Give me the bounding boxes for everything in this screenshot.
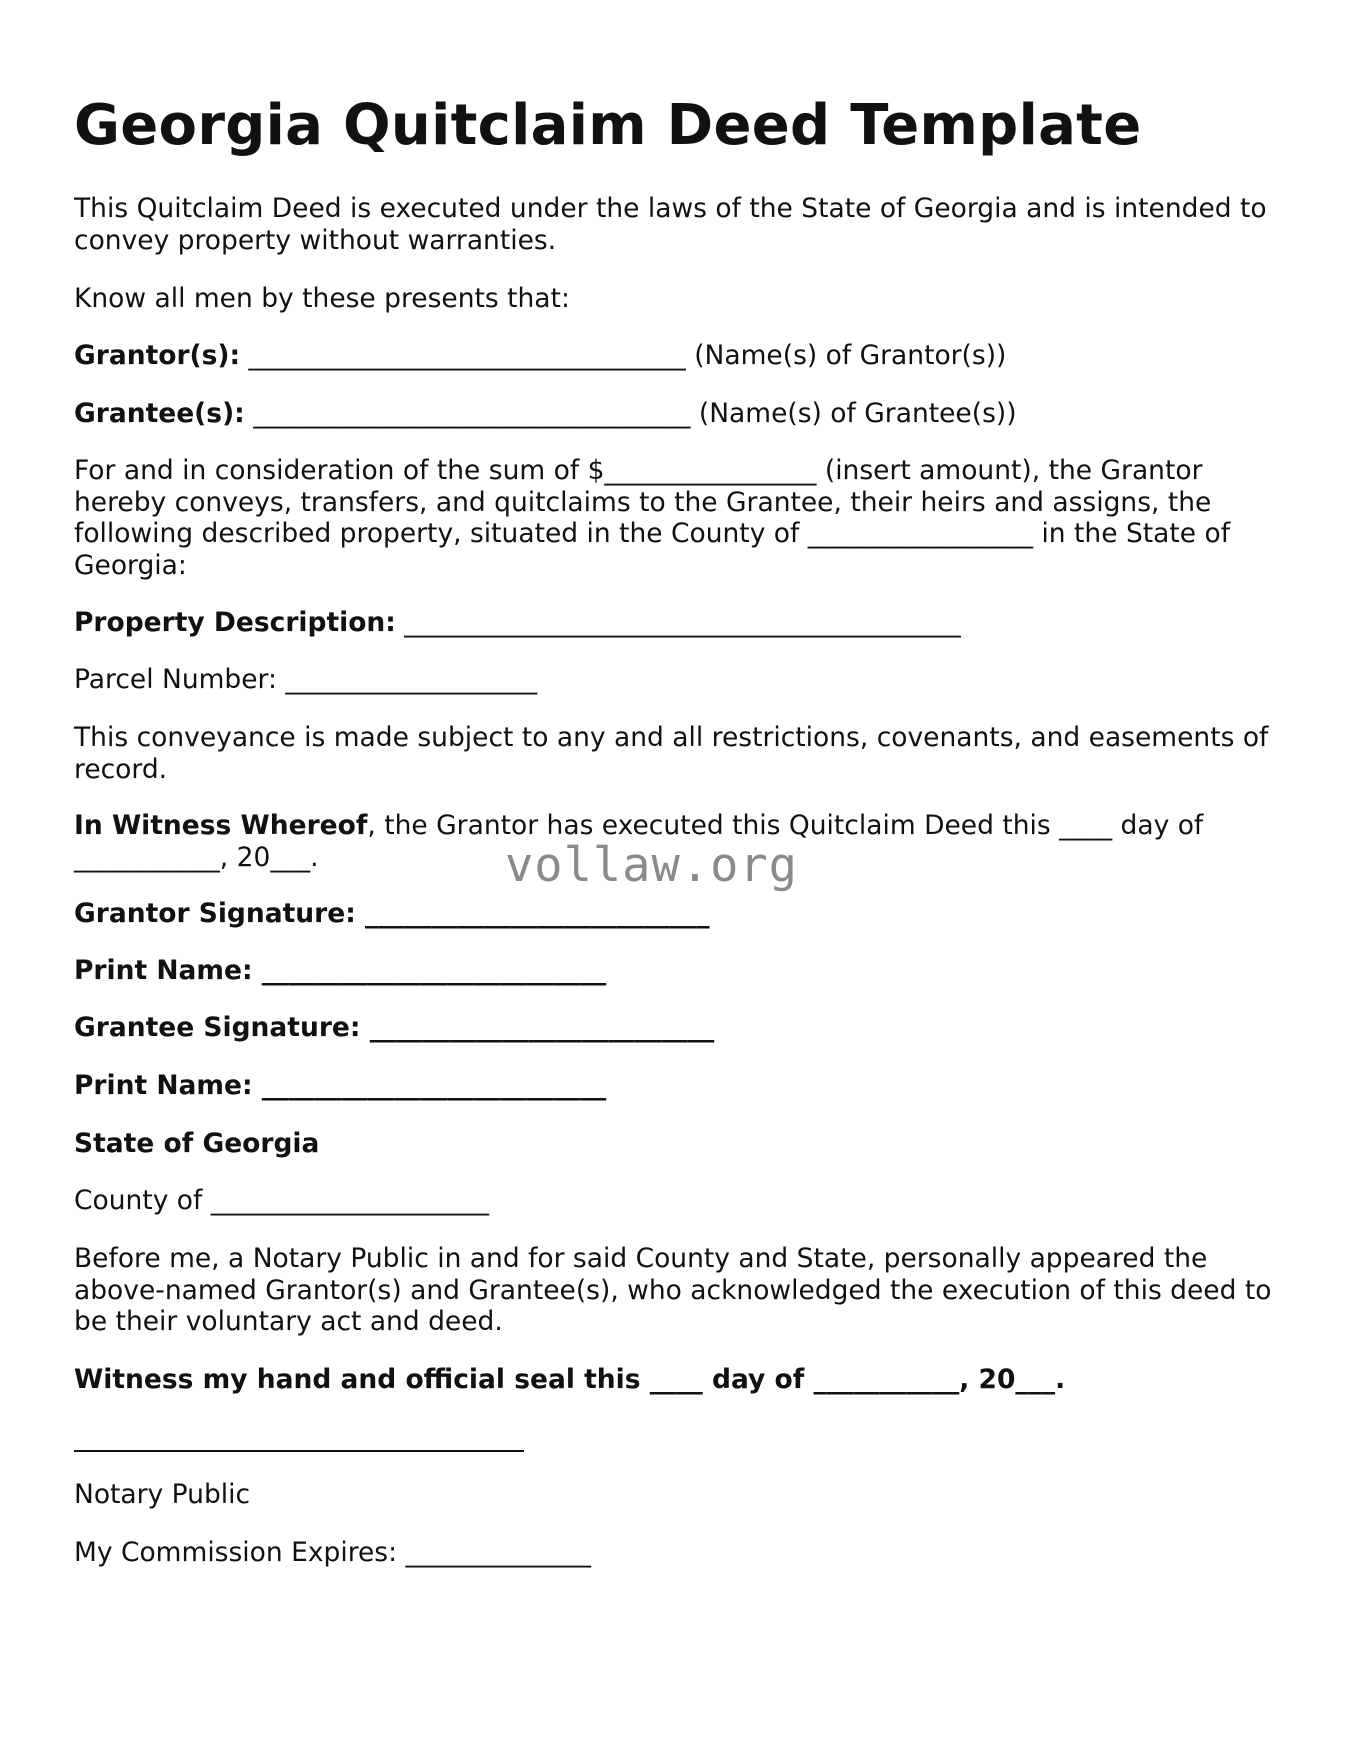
- property-description-field: [74, 607, 961, 639]
- document-title: Georgia Quitclaim Deed Template: [74, 93, 1142, 158]
- grantor-print-name-field: Print Name: __________________________: [74, 955, 607, 986]
- watermark: vollaw.org: [505, 838, 798, 893]
- notary-line-2: above-named Grantor(s) and Grantee(s), who acknowledged the execution of this deed to: [74, 1274, 1272, 1306]
- witness-whereof-bold: In Witness Whereof: [74, 810, 368, 841]
- witness-seal-line: Witness my hand and official seal this ____ day of ___________, 20___.: [74, 1364, 1066, 1395]
- grantor-field: [74, 340, 1006, 372]
- conveyance-line-2: record.: [74, 753, 168, 785]
- intro-line-2: convey property without warranties.: [74, 224, 557, 256]
- grantee-print-name-field: Print Name: __________________________: [74, 1070, 607, 1101]
- grantee-blank: _________________________________ (Name(s) of Grantee(s)): [244, 398, 1017, 429]
- property-description-label: Property Description:: [74, 607, 396, 638]
- consideration-line-1: For and in consideration of the sum of $________________ (insert amount), the Grantor: [74, 455, 1203, 486]
- grantor-blank: _________________________________ (Name(s) of Grantor(s)): [240, 340, 1007, 371]
- intro-paragraph: [74, 193, 1267, 256]
- know-all-statement: Know all men by these presents that:: [74, 283, 570, 314]
- grantee-signature-field: Grantee Signature: __________________________: [74, 1012, 715, 1043]
- grantor-signature-field: Grantor Signature: __________________________: [74, 898, 710, 929]
- conveyance-paragraph: [74, 722, 1268, 785]
- consideration-line-4: Georgia:: [74, 549, 187, 581]
- notary-public-label: Notary Public: [74, 1479, 251, 1510]
- consideration-line-2: hereby conveys, transfers, and quitclaims to the Grantee, their heirs and assigns, the: [74, 486, 1212, 518]
- notary-signature-line: [74, 1450, 524, 1452]
- intro-line-1: This Quitclaim Deed is executed under the laws of the State of Georgia and is intended to: [74, 193, 1267, 224]
- notary-line-1: Before me, a Notary Public in and for said County and State, personally appeared the: [74, 1243, 1208, 1274]
- consideration-line-3: following described property, situated in the County of _________________ in the State of: [74, 518, 1231, 549]
- state-heading: State of Georgia: [74, 1128, 320, 1159]
- consideration-paragraph: [74, 455, 1230, 581]
- notary-paragraph: [74, 1243, 1271, 1338]
- parcel-number-field: Parcel Number: ___________________: [74, 664, 538, 695]
- conveyance-line-1: This conveyance is made subject to any and all restrictions, covenants, and easements of: [74, 722, 1269, 753]
- witness-whereof-line-2: ___________, 20___.: [74, 841, 319, 873]
- property-description-blank: __________________________________________: [395, 607, 961, 638]
- commission-expires-field: My Commission Expires: ______________: [74, 1537, 591, 1568]
- witness-whereof-line-1: [74, 810, 1203, 842]
- grantee-field: [74, 398, 1017, 430]
- grantee-label: Grantee(s):: [74, 398, 245, 429]
- grantor-label: Grantor(s):: [74, 340, 241, 371]
- notary-line-3: be their voluntary act and deed.: [74, 1306, 503, 1337]
- witness-whereof-text: , the Grantor has executed this Quitclaim Deed this ____ day of: [367, 810, 1204, 841]
- county-field: County of _____________________: [74, 1185, 490, 1216]
